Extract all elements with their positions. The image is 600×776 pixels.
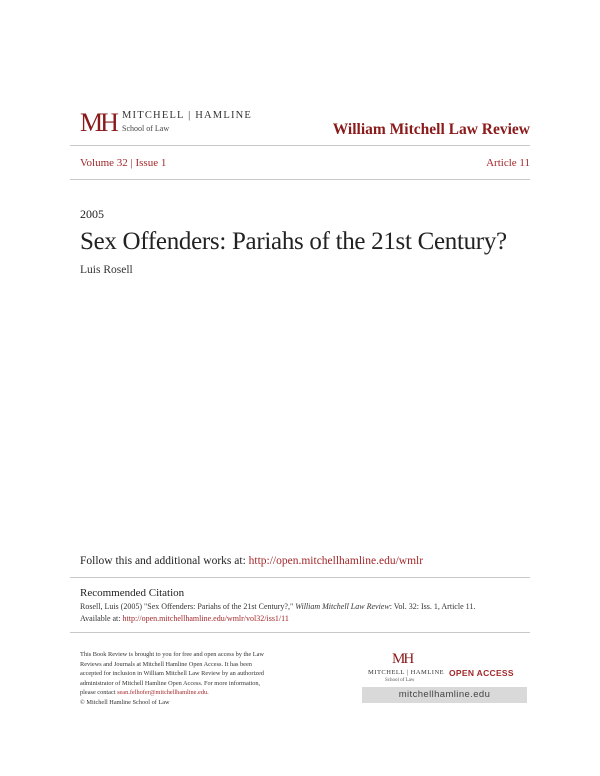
mitchellhamline-url-button[interactable]: mitchellhamline.edu [362,687,527,703]
header-rule-top [70,145,530,146]
header-rule-bottom [70,179,530,180]
journal-title[interactable]: William Mitchell Law Review [332,121,530,138]
publication-year: 2005 [80,207,104,221]
citation-available-prefix: Available at: [80,614,123,623]
citation-after: : Vol. 32: Iss. 1, Article 11. [389,602,476,611]
citation-text [80,601,530,625]
footer-line-5-suffix: . [207,689,209,696]
citation-rule [70,577,530,578]
footer-line-1: This Book Review is brought to you for free and open access by the Law [80,651,264,658]
footer-line-4: administrator of Mitchell Hamline Open Access. For more information, [80,679,261,687]
follow-line [80,555,423,567]
mh-logo-mark: MH [80,108,116,137]
footer-mh-logo-mark: MH [392,651,413,667]
footer-copyright: © Mitchell Hamline School of Law [80,698,170,706]
citation-before: Rosell, Luis (2005) "Sex Offenders: Pariahs of the 21st Century?," [80,602,296,611]
open-access-label: OPEN ACCESS [449,668,514,678]
citation-available-link[interactable]: http://open.mitchellhamline.edu/wmlr/vol32/iss1/11 [122,614,289,623]
footer-line-3: accepted for inclusion in William Mitchell Law Review by an authorized [80,670,264,677]
footer-line-5-prefix: please contact [80,689,118,696]
footer-line-2: Reviews and Journals at Mitchell Hamline Open Access. It has been [80,660,252,668]
author-name[interactable]: Luis Rosell [80,264,133,276]
contact-email-link[interactable]: sean.felhofer@mitchellhamline.edu [117,689,208,696]
recommended-citation-heading: Recommended Citation [80,587,185,599]
follow-prefix: Follow this and additional works at: [80,555,249,567]
footer-rule [70,632,530,633]
footer-logo-name: MITCHELL | HAMLINE [368,669,445,676]
footer-notice [80,650,320,707]
follow-link[interactable]: http://open.mitchellhamline.edu/wmlr [248,555,424,567]
document-title: Sex Offenders: Pariahs of the 21st Century? [80,228,507,255]
volume-issue-link[interactable]: Volume 32 | Issue 1 [80,157,167,169]
logo-name: MITCHELL | HAMLINE [122,110,253,121]
article-number-link[interactable]: Article 11 [486,157,530,169]
footer-logo-sub: School of Law [385,678,415,683]
citation-journal: William Mitchell Law Review [295,602,390,611]
logo-subtitle: School of Law [122,124,170,133]
